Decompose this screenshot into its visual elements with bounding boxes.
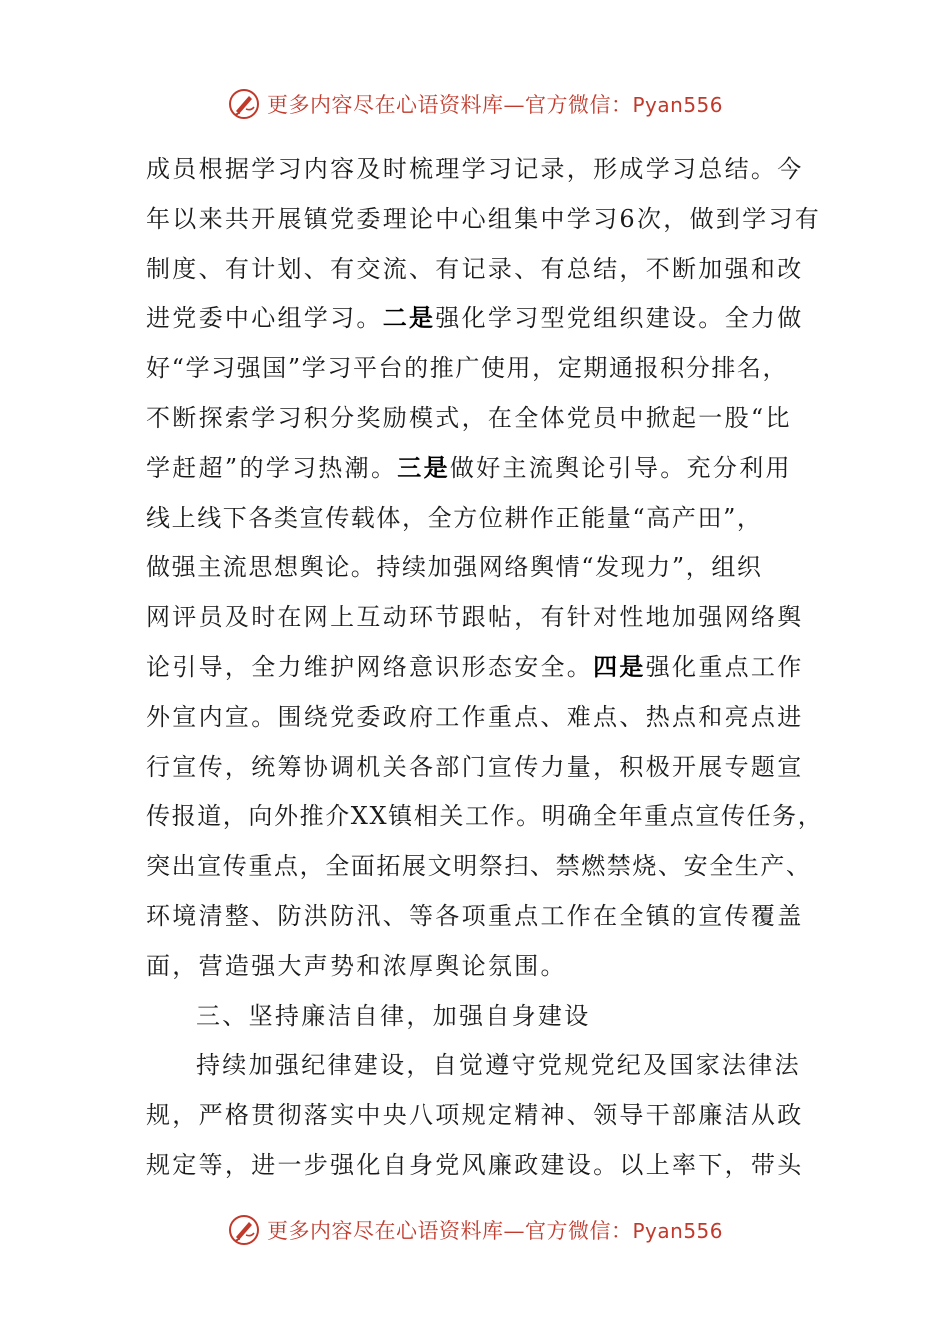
paragraph-line: 学赶超”的学习热潮。三是做好主流舆论引导。充分利用 <box>146 453 792 482</box>
pen-scroll-logo-icon <box>227 1213 261 1247</box>
paragraph-line: 好“学习强国”学习平台的推广使用，定期通报积分排名， <box>146 354 789 383</box>
watermark-text: 更多内容尽在心语资料库—官方微信：Pyan556 <box>266 1219 723 1243</box>
bold-marker: 三是 <box>397 453 450 482</box>
pen-scroll-logo-icon <box>227 87 261 121</box>
paragraph-line: 年以来共开展镇党委理论中心组集中学习6次，做到学习有 <box>146 204 822 233</box>
paragraph-line: 外宣内宣。围绕党委政府工作重点、难点、热点和亮点进 <box>146 702 804 731</box>
paragraph-line: 规，严格贯彻落实中央八项规定精神、领导干部廉洁从政 <box>146 1101 804 1130</box>
section-heading: 三、坚持廉洁自律，加强自身建设 <box>196 1001 591 1030</box>
paragraph-line: 线上线下各类宣传载体，全方位耕作正能量“高产田”， <box>146 503 763 532</box>
paragraph-line: 论引导，全力维护网络意识形态安全。四是强化重点工作 <box>146 652 804 681</box>
paragraph-line: 成员根据学习内容及时梳理学习记录，形成学习总结。今 <box>146 155 804 183</box>
paragraph-line: 不断探索学习积分奖励模式，在全体党员中掀起一股“比 <box>146 403 792 432</box>
watermark-text: 更多内容尽在心语资料库—官方微信：Pyan556 <box>266 93 723 117</box>
document-body <box>146 145 826 1191</box>
bold-marker: 四是 <box>593 652 646 681</box>
paragraph-line: 网评员及时在网上互动环节跟帖，有针对性地加强网络舆 <box>146 603 804 632</box>
paragraph-line: 进党委中心组学习。二是强化学习型党组织建设。全力做 <box>146 304 804 333</box>
bold-marker: 二是 <box>382 304 436 333</box>
paragraph-line: 面，营造强大声势和浓厚舆论氛围。 <box>146 951 567 980</box>
paragraph-line: 传报道，向外推介XX镇相关工作。明确全年重点宣传任务， <box>146 802 824 831</box>
paragraph-line: 行宣传，统筹协调机关各部门宣传力量，积极开展专题宣 <box>146 752 804 781</box>
footer-watermark <box>0 1210 950 1250</box>
paragraph-line: 环境清整、防洪防汛、等各项重点工作在全镇的宣传覆盖 <box>146 901 804 930</box>
paragraph-line: 做强主流思想舆论。持续加强网络舆情“发现力”，组织 <box>146 553 763 582</box>
paragraph-line: 突出宣传重点，全面拓展文明祭扫、禁燃禁烧、安全生产、 <box>146 852 812 881</box>
paragraph-line: 持续加强纪律建设，自觉遵守党规党纪及国家法律法 <box>196 1051 801 1080</box>
header-watermark <box>0 84 950 124</box>
paragraph-line: 规定等，进一步强化自身党风廉政建设。以上率下，带头 <box>146 1150 804 1179</box>
paragraph-line: 制度、有计划、有交流、有记录、有总结，不断加强和改 <box>146 254 804 283</box>
